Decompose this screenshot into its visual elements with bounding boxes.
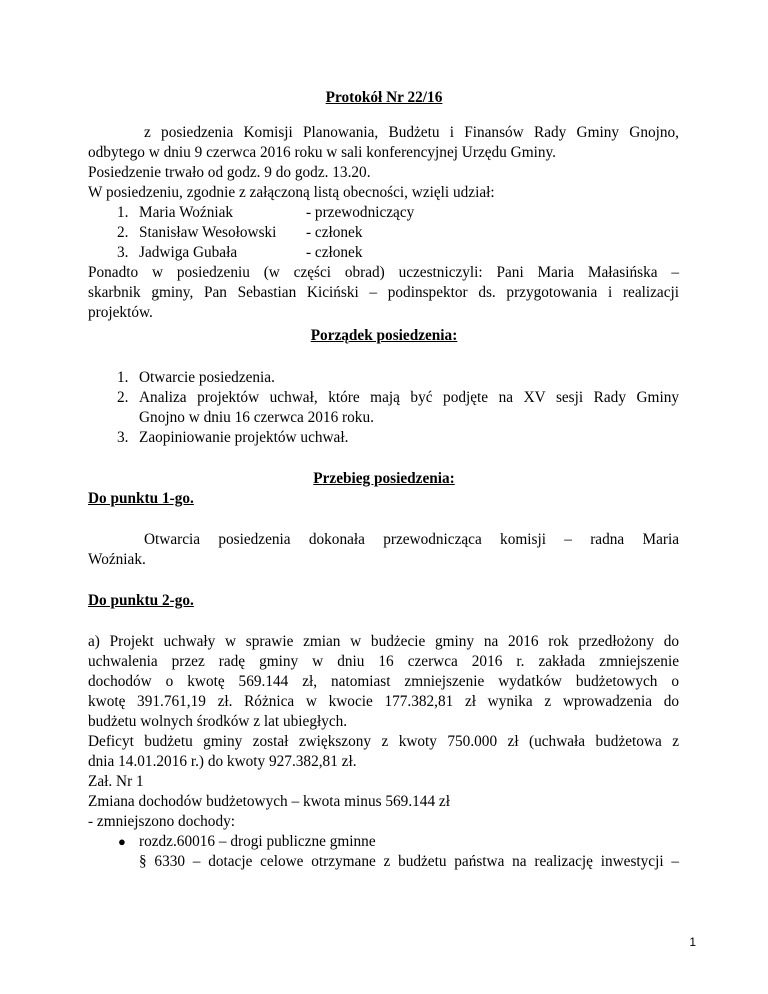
income-reduced-line: - zmniejszono dochody: <box>88 813 235 830</box>
attendee-number: 1. <box>117 204 129 221</box>
guests-line: projektów. <box>88 304 153 321</box>
intro-line: z posiedzenia Komisji Planowania, Budżetu i Finansów Rady Gminy Gnojno, <box>144 124 679 141</box>
attendee-role: - członek <box>306 244 363 261</box>
income-change-line: Zmiana dochodów budżetowych – kwota minus 569.144 zł <box>88 793 450 810</box>
point-2-heading: Do punktu 2-go. <box>88 592 194 609</box>
intro-line: W posiedzeniu, zgodnie z załączoną listą obecności, wzięli udział: <box>88 184 495 201</box>
attachment-label: Zał. Nr 1 <box>88 773 144 790</box>
page-number: 1 <box>689 935 696 949</box>
attendee-name: Stanisław Wesołowski <box>139 224 277 241</box>
document-title: Protokół Nr 22/16 <box>325 89 443 106</box>
paragraph-line: § 6330 – dotacje celowe otrzymane z budżetu państwa na realizację inwestycji – <box>139 853 679 870</box>
attendee-number: 2. <box>117 224 129 241</box>
agenda-number: 1. <box>117 369 129 386</box>
point-2-paragraph-line: dochodów o kwotę 569.144 zł, natomiast zmniejszenie wydatków budżetowych o <box>88 673 679 690</box>
deficit-line: Deficyt budżetu gminy został zwiększony z kwoty 750.000 zł (uchwała budżetowa z <box>88 733 679 750</box>
point-1-text: Woźniak. <box>88 551 146 568</box>
point-2-paragraph-line: a) Projekt uchwały w sprawie zmian w budżecie gminy na 2016 rok przedłożony do <box>88 633 679 650</box>
agenda-number: 2. <box>117 389 129 406</box>
attendee-number: 3. <box>117 244 129 261</box>
attendee-name: Jadwiga Gubała <box>139 244 238 261</box>
guests-line: Ponadto w posiedzeniu (w części obrad) uczestniczyli: Pani Maria Małasińska – <box>88 264 679 281</box>
proceedings-heading: Przebieg posiedzenia: <box>313 470 455 487</box>
guests-line: skarbnik gminy, Pan Sebastian Kiciński – podinspektor ds. przygotowania i realizacji <box>88 284 679 301</box>
agenda-item: Zaopiniowanie projektów uchwał. <box>139 429 349 446</box>
point-2-paragraph-line: kwotę 391.761,19 zł. Różnica w kwocie 177.382,81 zł wynika z wprowadzenia do <box>88 693 679 710</box>
bullet-icon: ● <box>118 834 126 849</box>
attendee-role: - przewodniczący <box>306 204 415 221</box>
point-2-paragraph-line: uchwalenia przez radę gminy w dniu 16 czerwca 2016 r. zakłada zmniejszenie <box>88 653 679 670</box>
point-1-text: Otwarcia posiedzenia dokonała przewodnicząca komisji – radna Maria <box>144 531 679 548</box>
attendee-name: Maria Woźniak <box>139 204 234 221</box>
point-1-heading: Do punktu 1-go. <box>88 490 194 507</box>
agenda-item: Analiza projektów uchwał, które mają być podjęte na XV sesji Rady Gminy <box>139 389 679 406</box>
point-2-paragraph-line: budżetu wolnych środków z lat ubiegłych. <box>88 713 348 730</box>
bullet-item: rozdz.60016 – drogi publiczne gminne <box>139 833 376 850</box>
intro-line: Posiedzenie trwało od godz. 9 do godz. 13.20. <box>88 164 371 181</box>
attendee-role: - członek <box>306 224 363 241</box>
agenda-heading: Porządek posiedzenia: <box>310 327 458 344</box>
agenda-item-continuation: Gnojno w dniu 16 czerwca 2016 roku. <box>139 409 374 426</box>
deficit-line: dnia 14.01.2016 r.) do kwoty 927.382,81 zł. <box>88 753 357 770</box>
agenda-item: Otwarcie posiedzenia. <box>139 369 275 386</box>
intro-line: odbytego w dniu 9 czerwca 2016 roku w sali konferencyjnej Urzędu Gminy. <box>88 144 556 161</box>
agenda-number: 3. <box>117 429 129 446</box>
